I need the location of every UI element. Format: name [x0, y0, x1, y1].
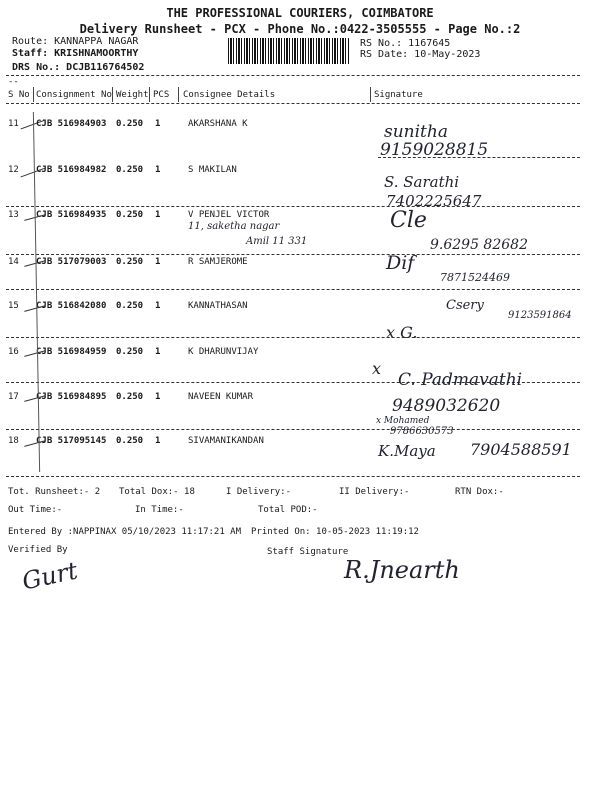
- delivery-mark: x: [372, 359, 382, 378]
- recipient-signature: C. Padmavathi: [398, 370, 523, 390]
- row-consignee: K DHARUNVIJAY: [188, 347, 259, 357]
- i-delivery: I Delivery:-: [226, 487, 292, 497]
- recipient-phone: 7871524469: [440, 271, 510, 284]
- row-weight: 0.250: [116, 165, 144, 175]
- row-sno: 15: [8, 301, 19, 311]
- row-sno: 18: [8, 436, 19, 446]
- drs-number: DRS No.: DCJB116764502: [12, 62, 145, 73]
- staff-signature-label: Staff Signature: [267, 547, 349, 557]
- row-consignment: CJB 516984982: [36, 165, 107, 175]
- delivery-mark: x G.: [386, 323, 418, 342]
- row-sno: 13: [8, 210, 19, 220]
- row-consignment: CJB 517079003: [36, 257, 107, 267]
- col-sno: S No: [8, 90, 30, 100]
- row-pcs: 1: [155, 257, 161, 267]
- route: Route: KANNAPPA NAGAR: [12, 36, 139, 47]
- rs-number: RS No.: 1167645: [360, 38, 451, 49]
- row-sno: 11: [8, 119, 19, 129]
- recipient-signature: K.Maya: [378, 442, 436, 460]
- row-weight: 0.250: [116, 436, 144, 446]
- printed-on: Printed On: 10-05-2023 11:19:12: [251, 527, 419, 537]
- row-pcs: 1: [155, 210, 161, 220]
- row-consignee: V PENJEL VICTOR: [188, 210, 270, 220]
- row-consignee: KANNATHASAN: [188, 301, 248, 311]
- col-pcs: PCS: [153, 90, 170, 100]
- recipient-signature: sunitha: [384, 122, 448, 142]
- row-consignment: CJB 516984935: [36, 210, 107, 220]
- row-pcs: 1: [155, 436, 161, 446]
- total-dox: Total Dox:- 18: [119, 487, 195, 497]
- recipient-phone: 9.6295 82682: [430, 237, 528, 253]
- col-weight: Weight: [116, 90, 149, 100]
- recipient-signature: S. Sarathi: [384, 173, 460, 191]
- recipient-signature: Dif: [386, 252, 415, 274]
- divider: [6, 103, 580, 104]
- total-pod: Total POD:-: [258, 505, 318, 515]
- barcode: [228, 38, 350, 64]
- row-consignment: CJB 516984895: [36, 392, 107, 402]
- recipient-signature: Cle: [390, 208, 427, 233]
- rtn-dox: RTN Dox:-: [455, 487, 504, 497]
- recipient-phone: 9123591864: [508, 310, 572, 321]
- row-consignment: CJB 516842080: [36, 301, 107, 311]
- staff: Staff: KRISHNAMOORTHY: [12, 48, 139, 59]
- entered-by: Entered By :NAPPINAX 05/10/2023 11:17:21 AM: [8, 527, 241, 537]
- row-pcs: 1: [155, 165, 161, 175]
- row-pcs: 1: [155, 301, 161, 311]
- recipient-phone: 7402225647: [386, 192, 482, 210]
- row-sno: 14: [8, 257, 19, 267]
- recipient-phone: 7904588591: [470, 440, 572, 459]
- row-weight: 0.250: [116, 210, 144, 220]
- recipient-phone: 9786630573: [390, 426, 454, 437]
- row-consignment: CJB 516984903: [36, 119, 107, 129]
- divider: [6, 75, 580, 76]
- verified-by-label: Verified By: [8, 545, 68, 555]
- out-time: Out Time:-: [8, 505, 63, 515]
- ii-delivery: II Delivery:-: [339, 487, 410, 497]
- company-title: THE PROFESSIONAL COURIERS, COIMBATORE: [166, 6, 434, 20]
- row-sno: 16: [8, 347, 19, 357]
- recipient-phone: 9159028815: [380, 140, 489, 160]
- row-consignee: AKARSHANA K: [188, 119, 248, 129]
- row-pcs: 1: [155, 347, 161, 357]
- col-consignment: Consignment No: [36, 90, 112, 100]
- row-pcs: 1: [155, 119, 161, 129]
- row-weight: 0.250: [116, 257, 144, 267]
- row-consignee: NAVEEN KUMAR: [188, 392, 254, 402]
- row-weight: 0.250: [116, 347, 144, 357]
- total-runsheet: Tot. Runsheet:- 2: [8, 487, 101, 497]
- delivery-mark: x Mohamed: [376, 416, 430, 426]
- recipient-signature: Csery: [446, 298, 484, 313]
- row-consignee: S MAKILAN: [188, 165, 237, 175]
- row-pcs: 1: [155, 392, 161, 402]
- row-consignee: SIVAMANIKANDAN: [188, 436, 264, 446]
- runsheet-subtitle: Delivery Runsheet - PCX - Phone No.:0422-3505555 - Page No.:2: [79, 22, 521, 36]
- rs-date: RS Date: 10-May-2023: [360, 49, 481, 60]
- handwritten-address: 11, saketha nagar: [188, 221, 280, 232]
- row-weight: 0.250: [116, 392, 144, 402]
- col-consignee: Consignee Details: [183, 90, 276, 100]
- row-sno: 12: [8, 165, 19, 175]
- handwritten-address: Amil 11 331: [246, 236, 308, 247]
- row-weight: 0.250: [116, 119, 144, 129]
- verifier-signature: Gurt: [19, 556, 81, 596]
- row-consignee: R SAMJEROME: [188, 257, 248, 267]
- row-weight: 0.250: [116, 301, 144, 311]
- row-consignment: CJB 516984959: [36, 347, 107, 357]
- row-consignment: CJB 517095145: [36, 436, 107, 446]
- row-sno: 17: [8, 392, 19, 402]
- in-time: In Time:-: [135, 505, 184, 515]
- recipient-phone: 9489032620: [392, 396, 501, 416]
- col-signature: Signature: [374, 90, 423, 100]
- staff-signature: R.Jnearth: [344, 556, 460, 584]
